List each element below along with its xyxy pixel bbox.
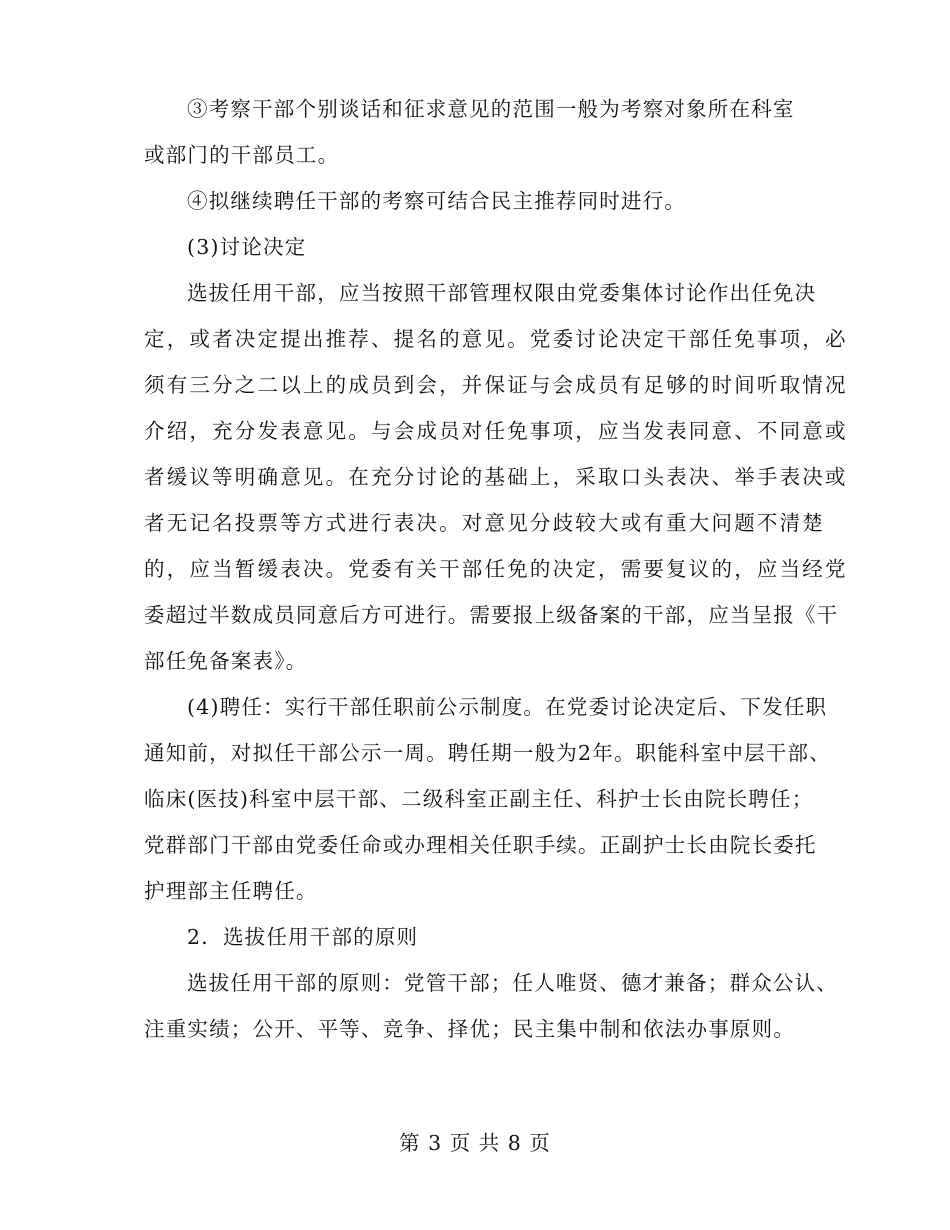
text-line: ④拟继续聘任干部的考察可结合民主推荐同时进行。: [187, 189, 687, 213]
text-line: 或部门的干部员工。: [144, 143, 340, 167]
text-line: 注重实绩；公开、平等、竞争、择优；民主集中制和依法办事原则。: [144, 1017, 795, 1041]
text-line: 须有三分之二以上的成员到会，并保证与会成员有足够的时间听取情况: [144, 373, 848, 397]
section-heading: (3)讨论决定: [187, 235, 307, 259]
text-line: 通知前，对拟任干部公示一周。聘任期一般为2年。职能科室中层干部、: [144, 741, 831, 765]
text-line: 选拔任用干部的原则：党管干部；任人唯贤、德才兼备；群众公认、: [187, 971, 838, 995]
document-body: [144, 86, 848, 1052]
text-line: 护理部主任聘任。: [144, 879, 318, 903]
text-line: 的，应当暂缓表决。党委有关干部任免的决定，需要复议的，应当经党: [144, 557, 848, 581]
text-line: 选拔任用干部，应当按照干部管理权限由党委集体讨论作出任免决: [187, 281, 817, 305]
page-number-footer: 第 3 页 共 8 页: [399, 1131, 551, 1155]
text-line: 者缓议等明确意见。在充分讨论的基础上，采取口头表决、举手表决或: [144, 465, 848, 489]
section-heading: 2．选拔任用干部的原则: [187, 925, 419, 949]
text-line: 部任免备案表》。: [144, 649, 308, 673]
text-line: (4)聘任：实行干部任职前公示制度。在党委讨论决定后、下发任职: [187, 695, 828, 719]
text-line: 介绍，充分发表意见。与会成员对任免事项，应当发表同意、不同意或: [144, 419, 848, 443]
text-line: ③考察干部个别谈话和征求意见的范围一般为考察对象所在科室: [187, 97, 795, 121]
text-line: 委超过半数成员同意后方可进行。需要报上级备案的干部，应当呈报《干: [144, 603, 839, 627]
text-line: 党群部门干部由党委任命或办理相关任职手续。正副护士长由院长委托: [144, 833, 817, 857]
text-line: 者无记名投票等方式进行表决。对意见分歧较大或有重大问题不清楚: [144, 511, 825, 535]
text-line: 临床(医技)科室中层干部、二级科室正副主任、科护士长由院长聘任；: [144, 787, 814, 811]
text-line: 定，或者决定提出推荐、提名的意见。党委讨论决定干部任免事项，必: [144, 327, 848, 351]
